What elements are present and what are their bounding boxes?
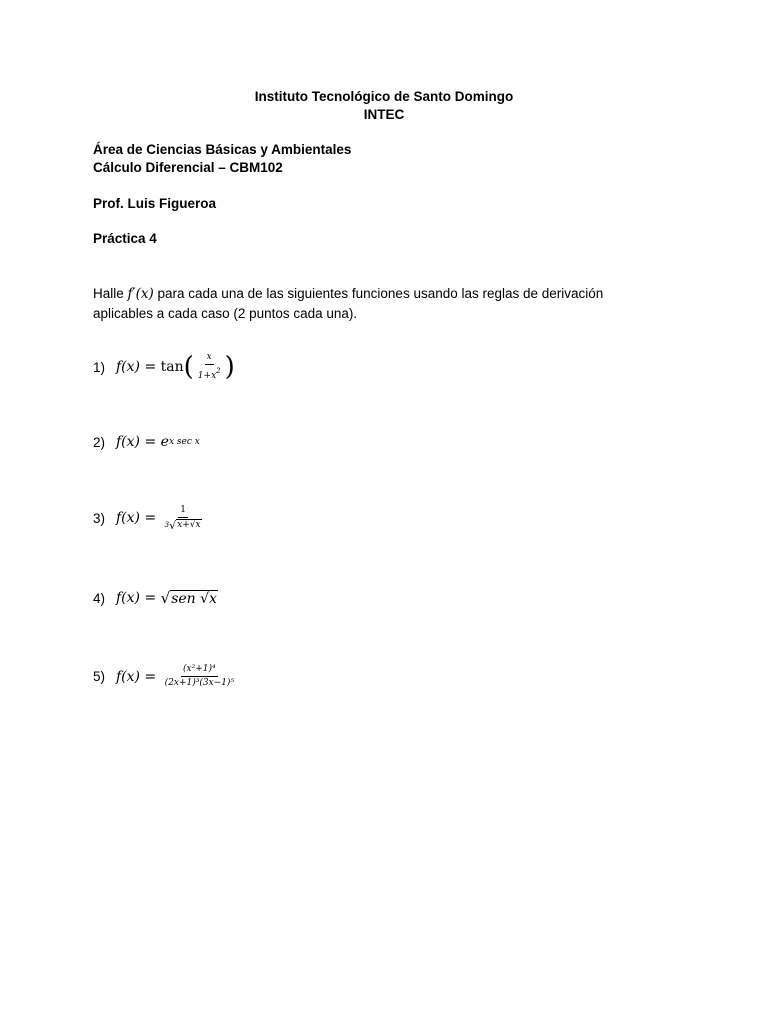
- equation-lhs: f(x) =: [116, 590, 157, 606]
- problem-1-equation: [116, 352, 235, 382]
- problem-5: [93, 664, 238, 689]
- problem-number: 3): [93, 510, 106, 526]
- instructions-line-1: [93, 284, 693, 304]
- institution-title: Instituto Tecnológico de Santo Domingo: [254, 89, 514, 104]
- problem-3-equation: [116, 505, 206, 531]
- cube-root: [165, 519, 202, 531]
- exp-base: e: [160, 434, 169, 450]
- instructions-line1-suffix: para cada una de las siguientes funciones usando las reglas de derivación: [157, 286, 604, 301]
- area-line: Área de Ciencias Básicas y Ambientales: [93, 142, 352, 157]
- close-paren: ): [224, 352, 235, 382]
- professor-line: Prof. Luis Figueroa: [93, 196, 217, 211]
- square-root: [161, 589, 218, 607]
- radical-icon: √: [169, 519, 177, 532]
- problem-number: 2): [93, 434, 106, 450]
- problem-4: [93, 589, 218, 607]
- radicand: sen √x: [171, 591, 217, 607]
- problem-5-equation: [116, 664, 238, 689]
- exp-power: x sec x: [168, 437, 200, 447]
- derivative-symbol: f′(x): [127, 286, 154, 302]
- instructions: [93, 284, 693, 323]
- instructions-line-2: aplicables a cada caso (2 puntos cada una).: [93, 306, 358, 321]
- radical-icon: √: [160, 589, 171, 607]
- denominator: [196, 365, 223, 382]
- problem-number: 4): [93, 590, 106, 606]
- denominator: (2x+1)³(3x−1)⁵: [164, 678, 235, 688]
- equation-lhs: f(x) =: [116, 668, 157, 685]
- root-index: 3: [164, 521, 170, 529]
- fraction: [163, 505, 204, 531]
- fraction: [196, 352, 223, 382]
- instructions-prefix: Halle: [93, 286, 124, 301]
- problem-1: [93, 352, 235, 382]
- subject-line: Cálculo Diferencial – CBM102: [93, 160, 283, 175]
- numerator: x: [205, 352, 214, 365]
- institution-acronym: INTEC: [363, 107, 405, 122]
- denominator: [163, 518, 204, 531]
- fraction: [163, 664, 236, 689]
- open-paren: (: [183, 352, 194, 382]
- problem-number: 5): [93, 669, 106, 684]
- denominator-exponent: 2: [216, 367, 221, 375]
- tan-function: tan: [160, 359, 184, 375]
- denominator-base: 1+x: [197, 371, 217, 381]
- problem-number: 1): [93, 359, 106, 375]
- problem-2-equation: [116, 434, 200, 450]
- radicand: x+√x: [177, 520, 201, 530]
- problem-2: [93, 434, 200, 450]
- problem-4-equation: [116, 589, 218, 607]
- numerator: (x²+1)⁴: [181, 664, 218, 677]
- equation-lhs: f(x) =: [116, 510, 157, 526]
- problem-3: [93, 505, 206, 531]
- numerator: 1: [178, 505, 188, 518]
- equation-lhs: f(x) =: [116, 359, 157, 375]
- equation-lhs: f(x) =: [116, 434, 157, 450]
- assignment-title: Práctica 4: [93, 231, 157, 246]
